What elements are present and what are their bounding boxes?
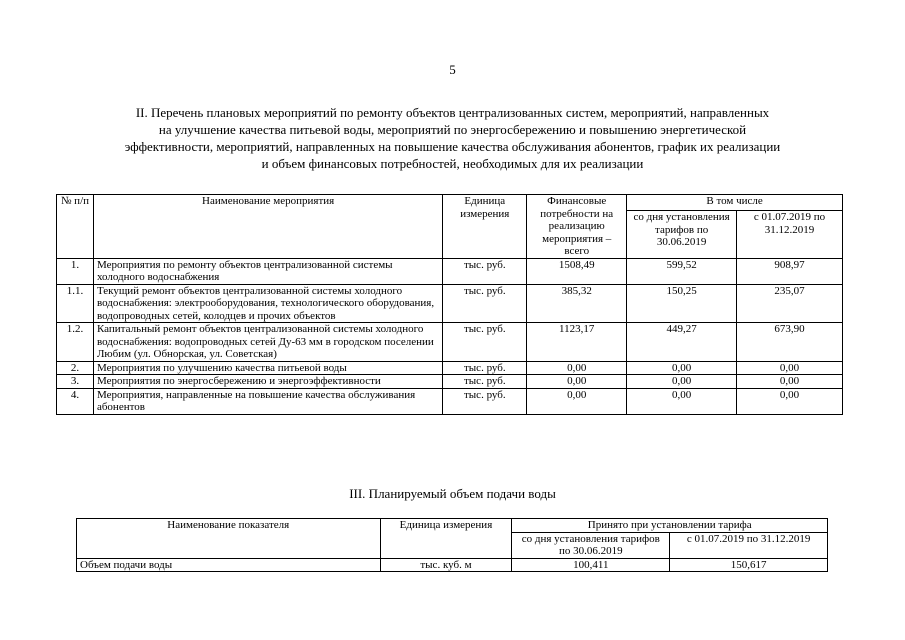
table-row: [77, 558, 828, 572]
row-period-1: 0,00: [627, 388, 737, 414]
row-num: 1.2.: [57, 323, 94, 362]
row-name: Капитальный ремонт объектов централизованной системы холодного водоснабжения: водопроводных сетей Ду-63 мм в городском поселении Любим (ул. Обнорская, ул. Советская): [93, 323, 442, 362]
row-period-2: 0,00: [737, 375, 843, 389]
row-num: 2.: [57, 361, 94, 375]
row-unit: тыс. руб.: [443, 375, 527, 389]
row-num: 3.: [57, 375, 94, 389]
row-unit: тыс. руб.: [443, 284, 527, 323]
header-finance: Финансовые потребности на реализацию мероприятия – всего: [527, 195, 627, 259]
row-name: Мероприятия по ремонту объектов централизованной системы холодного водоснабжения: [93, 258, 442, 284]
row-unit: тыс. руб.: [443, 361, 527, 375]
header-including: В том числе: [627, 195, 843, 211]
table-header-row: [77, 519, 828, 533]
header-name: Наименование мероприятия: [93, 195, 442, 259]
measures-table: [56, 194, 843, 415]
header-period-1: со дня установления тарифов по 30.06.2019: [512, 532, 670, 558]
row-period-2: 235,07: [737, 284, 843, 323]
table-row: [57, 323, 843, 362]
row-num: 1.1.: [57, 284, 94, 323]
section-2-title-line: II. Перечень плановых мероприятий по ремонту объектов централизованных систем, мероприятий, направленных: [135, 105, 770, 120]
water-supply-table: [76, 518, 828, 572]
row-indicator: Объем подачи воды: [77, 558, 381, 572]
row-num: 1.: [57, 258, 94, 284]
header-unit: Единица измерения: [443, 195, 527, 259]
page-number: 5: [449, 62, 456, 77]
row-period-1: 449,27: [627, 323, 737, 362]
row-period-1: 599,52: [627, 258, 737, 284]
section-2-title: [60, 104, 845, 172]
row-period-1: 150,25: [627, 284, 737, 323]
row-period-2: 0,00: [737, 388, 843, 414]
row-total: 1123,17: [527, 323, 627, 362]
row-total: 385,32: [527, 284, 627, 323]
section-2-title-line: на улучшение качества питьевой воды, мероприятий по энергосбережению и повышению энергетической: [158, 122, 747, 137]
row-period-2: 0,00: [737, 361, 843, 375]
header-period-2: с 01.07.2019 по 31.12.2019: [670, 532, 828, 558]
row-total: 1508,49: [527, 258, 627, 284]
row-name: Мероприятия, направленные на повышение качества обслуживания абонентов: [93, 388, 442, 414]
row-period-2: 673,90: [737, 323, 843, 362]
row-unit: тыс. куб. м: [380, 558, 512, 572]
header-indicator: Наименование показателя: [77, 519, 381, 559]
row-unit: тыс. руб.: [443, 258, 527, 284]
header-period-1: со дня установления тарифов по 30.06.2019: [627, 211, 737, 258]
row-name: Мероприятия по энергосбережению и энергоэффективности: [93, 375, 442, 389]
table-row: [57, 375, 843, 389]
header-unit: Единица измерения: [380, 519, 512, 559]
row-total: 0,00: [527, 361, 627, 375]
table-row: [57, 388, 843, 414]
section-3-title: III. Планируемый объем подачи воды: [349, 486, 556, 501]
row-period-2: 908,97: [737, 258, 843, 284]
row-name: Текущий ремонт объектов централизованной системы холодного водоснабжения: электрооборудования, технологического оборудования, водопроводных сетей, колодцев и прочих объектов: [93, 284, 442, 323]
row-period-1: 100,411: [512, 558, 670, 572]
section-2-title-line: и объем финансовых потребностей, необходимых для их реализации: [261, 156, 644, 171]
header-num: № п/п: [57, 195, 94, 259]
row-total: 0,00: [527, 375, 627, 389]
row-num: 4.: [57, 388, 94, 414]
row-period-1: 0,00: [627, 375, 737, 389]
section-2-title-line: эффективности, мероприятий, направленных на повышение качества обслуживания абонентов, график их реализации: [124, 139, 781, 154]
table-row: [57, 361, 843, 375]
row-total: 0,00: [527, 388, 627, 414]
header-accepted: Принято при установлении тарифа: [512, 519, 828, 533]
row-unit: тыс. руб.: [443, 388, 527, 414]
row-unit: тыс. руб.: [443, 323, 527, 362]
row-period-2: 150,617: [670, 558, 828, 572]
row-name: Мероприятия по улучшению качества питьевой воды: [93, 361, 442, 375]
header-period-2: с 01.07.2019 по 31.12.2019: [737, 211, 843, 258]
table-row: [57, 284, 843, 323]
table-row: [57, 258, 843, 284]
table-header-row: [57, 195, 843, 211]
row-period-1: 0,00: [627, 361, 737, 375]
